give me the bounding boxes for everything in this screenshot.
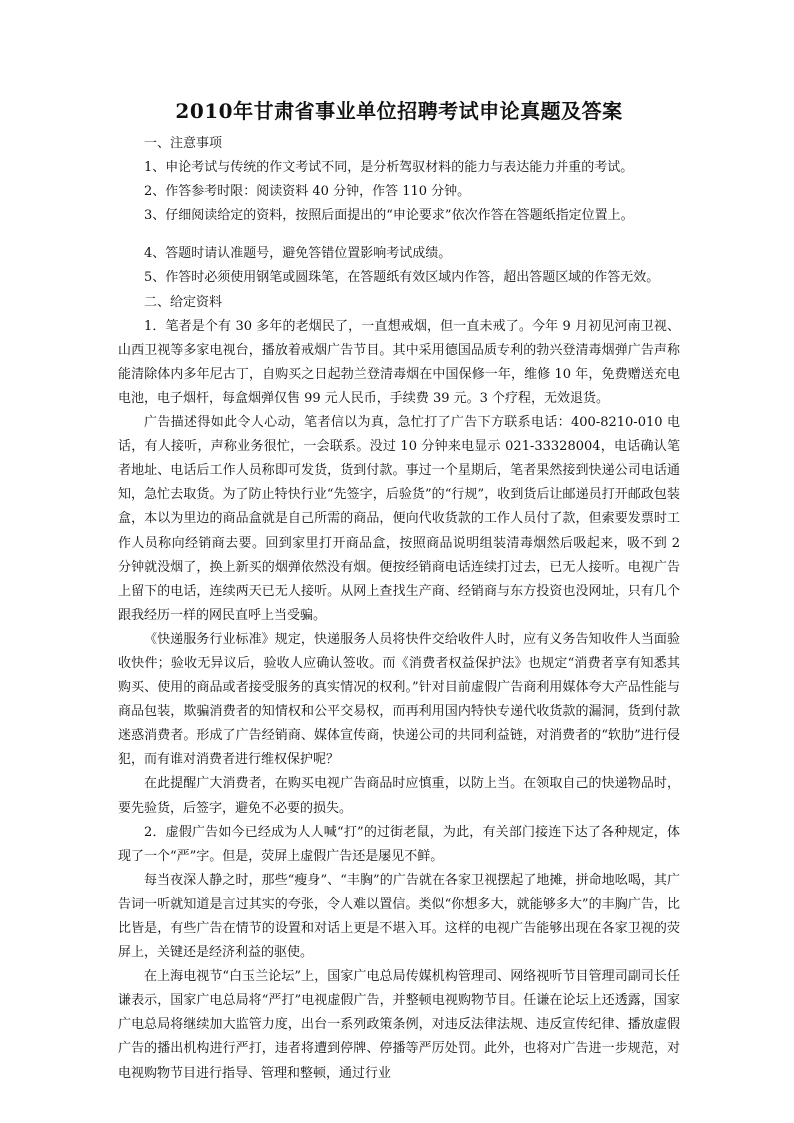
materials-heading: 二、给定资料 [144,294,223,310]
notice-heading: 一、注意事项 [144,136,223,151]
material-paragraph: 每当夜深人静之时，那些“瘦身”、“丰胸”的广告就在各家卫视摆起了地摊，拼命地吆喝，其广告词一听就知道是言过其实的夸张，令人难以置信。类似“你想多大，就能够多大”的丰胸广告，比比皆是，有些广告在情节的设置和对话上更是不堪入耳。这样的电视广告能够出现在各家卫视的荧屏上，关键还是经济利益的驱使。 [118,872,680,961]
notice-item-3: 3、仔细阅读给定的资料，按照后面提出的“申论要求”依次作答在答题纸指定位置上。 [144,208,634,224]
notice-item-1: 1、申论考试与传统的作文考试不同，是分析驾驭材料的能力与表达能力并重的考试。 [144,160,634,176]
notice-item-5: 5、作答时必须使用钢笔或圆珠笔，在答题纸有效区域内作答，超出答题区域的作答无效。 [144,270,660,286]
material-paragraph: 1．笔者是个有 30 多年的老烟民了，一直想戒烟，但一直未戒了。今年 9 月初见河南卫视、山西卫视等多家电视台，播放着戒烟广告节目。其中采用德国品质专利的勃兴登清毒烟弹广告声称能清除体内多年尼古丁，自购买之日起勃兰登清毒烟在中国保修一年，维修 10 年，免费赠送充电电池，电子烟杆，每盒烟弹仅售 99 元人民币，手续费 39 元。3 个疗程，无效退货。 [118,318,680,406]
material-paragraph: 在上海电视节“白玉兰论坛”上，国家广电总局传媒机构管理司、网络视听节目管理司副司长任谦表示，国家广电总局将“严打”电视虚假广告，并整顿电视购物节目。任谦在论坛上还透露，国家广电总局将继续加大监管力度，出台一系列政策条例，对违反法律法规、违反宣传纪律、播放虚假广告的播出机构进行严打，违者将遭到停牌、停播等严厉处罚。此外，也将对广告进一步规范，对电视购物节目进行指导、管理和整顿，通过行业 [118,969,680,1081]
notice-item-4: 4、答题时请认准题号，避免答错位置影响考试成绩。 [144,246,452,262]
document-title: 2010年甘肃省事业单位招聘考试申论真题及答案 [175,99,623,123]
material-paragraph: 在此提醒广大消费者，在购买电视广告商品时应慎重，以防上当。在领取自己的快递物品时，要先验货，后签字，避免不必要的损失。 [118,776,680,816]
document-page [118,96,680,1086]
paragraph-gap [118,228,680,242]
material-paragraph: 《快递服务行业标准》规定，快递服务人员将快件交给收件人时，应有义务告知收件人当面验收快件；验收无异议后，验收人应确认签收。而《消费者权益保护法》也规定“消费者享有知悉其购买、使用的商品或者接受服务的真实情况的权利。”针对目前虚假广告商利用媒体夸大产品性能与商品包装，欺骗消费者的知情权和公平交易权，而再利用国内特快专递代收货款的漏洞，货到付款迷惑消费者。形成了广告经销商、媒体宣传商，快递公司的共同利益链，对消费者的“软肋”进行侵犯，而有谁对消费者进行维权保护呢？ [118,631,680,768]
material-paragraph: 广告描述得如此令人心动，笔者信以为真，急忙打了广告下方联系电话：400-8210-010 电话，有人接听，声称业务很忙，一会联系。没过 10 分钟来电显示 021-33328004，电话确认笔者地址、电话后工作人员称即可发货，货到付款。事过一个星期后，笔者果然接到快递公司电话通知，急忙去取货。为了防止特快行业“先签字，后验货”的“行规”，收到货后让邮递员打开邮政包装盒，本以为里边的商品盒就是自己所需的商品，便向代收货款的工作人员付了款，但索要发票时工作人员称向经销商去要。回到家里打开商品盒，按照商品说明组装清毒烟然后吸起来，吸不到 2 分钟就没烟了，换上新买的烟弹依然没有烟。便按经销商电话连续打过去，已无人接听。电视广告上留下的电话，连续两天已无人接听。从网上查找生产商、经销商与东方投资也没网址，只有几个跟我经历一样的网民直呼上当受骗。 [118,415,680,623]
material-paragraph: 2．虚假广告如今已经成为人人喊“打”的过街老鼠，为此，有关部门接连下达了各种规定，体现了一个“严”字。但是，荧屏上虚假广告还是屡见不鲜。 [118,824,680,864]
notice-item-2: 2、作答参考时限：阅读资料 40 分钟，作答 110 分钟。 [144,184,471,200]
